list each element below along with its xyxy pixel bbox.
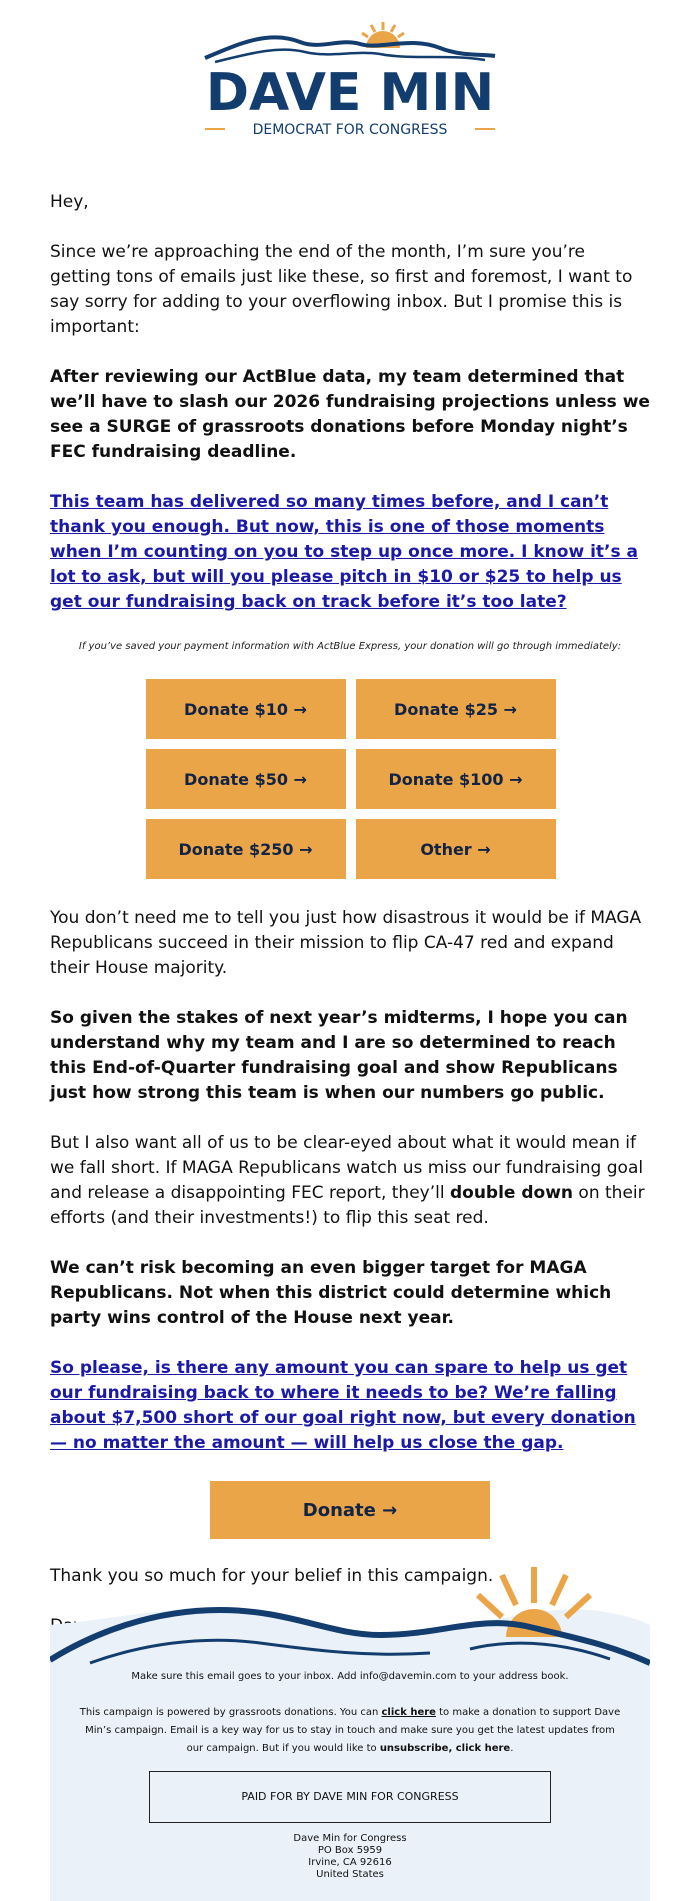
thanks-text: Thank you so much for your belief in this campaign.	[50, 1566, 494, 1586]
powered-by-text-b: to make a donation to support Dave Min’s campaign. Email is a key way for us to stay in touch and make sure you get the latest updates from our campaign. But if you would like to	[85, 1707, 621, 1754]
powered-by-text-a: This campaign is powered by grassroots donations. You can	[79, 1707, 382, 1718]
powered-by-text	[78, 1704, 623, 1758]
paragraph-stakes: So given the stakes of next year’s midterms, I hope you can understand why my team and I are so determined to reach this End-of-Quarter fundraising goal and show Republicans just how strong this team is when our numbers go public.	[50, 1008, 628, 1103]
actblue-express-note: If you’ve saved your payment information with ActBlue Express, your donation will go through immediately:	[78, 641, 622, 652]
click-here-link[interactable]: click here	[381, 1707, 436, 1718]
logo-name: DAVE MIN	[205, 63, 495, 123]
donate-gap-link[interactable]: So please, is there any amount you can spare to help us get our fundraising back to where it needs to be? We’re falling about $7,500 short of our goal right now, but every donation — no matter the amount — will help us close the gap.	[50, 1358, 636, 1453]
dave-min-logo	[0, 18, 700, 143]
paragraph-actblue-data: After reviewing our ActBlue data, my team determined that we’ll have to slash our 2026 fundraising projections unless we see a SURGE of grassroots donations before Monday night’s FEC fundraising deadline.	[50, 367, 650, 462]
paragraph-clear-eyed	[50, 1131, 650, 1231]
logo-tagline: DEMOCRAT FOR CONGRESS	[252, 122, 448, 138]
clear-eyed-text-b: on their efforts (and their investments!) to flip this seat red.	[50, 1183, 645, 1228]
address-line: Irvine, CA 92616	[308, 1857, 392, 1868]
donate-25-button[interactable]: Donate $25 →	[356, 679, 556, 739]
address-line: Dave Min for Congress	[293, 1833, 407, 1844]
donate-other-button[interactable]: Other →	[356, 819, 556, 879]
greeting: Hey,	[50, 192, 89, 212]
paragraph-bigger-target: We can’t risk becoming an even bigger target for MAGA Republicans. Not when this district could determine which party wins control of the House next year.	[50, 1258, 612, 1328]
email-footer	[50, 1565, 650, 1901]
donate-250-button[interactable]: Donate $250 →	[146, 819, 346, 879]
mailing-address	[50, 1833, 650, 1881]
inbox-note: Make sure this email goes to your inbox. Add info@davemin.com to your address book.	[131, 1671, 569, 1682]
footer-text	[50, 1668, 650, 1881]
paragraph-disastrous: You don’t need me to tell you just how disastrous it would be if MAGA Republicans succeed in their mission to flip CA-47 red and expand their House majority.	[50, 908, 642, 978]
double-down-text: double down	[449, 1183, 574, 1203]
address-line: PO Box 5959	[317, 1845, 383, 1856]
main-donate-button[interactable]: Donate →	[210, 1481, 490, 1539]
donate-10-button[interactable]: Donate $10 →	[146, 679, 346, 739]
donate-ask-link[interactable]: This team has delivered so many times before, and I can’t thank you enough. But now, this is one of those moments when I’m counting on you to step up once more. I know it’s a lot to ask, but will you please pitch in $10 or $25 to help us get our fundraising back on track before it’s too late?	[50, 492, 639, 612]
paid-for-box: PAID FOR BY DAVE MIN FOR CONGRESS	[149, 1771, 551, 1823]
address-line: United States	[316, 1869, 384, 1880]
powered-by-text-end: .	[510, 1743, 514, 1754]
donate-50-button[interactable]: Donate $50 →	[146, 749, 346, 809]
donate-button-grid	[146, 679, 555, 879]
donate-100-button[interactable]: Donate $100 →	[356, 749, 556, 809]
paragraph-intro: Since we’re approaching the end of the month, I’m sure you’re getting tons of emails just like these, so first and foremost, I want to say sorry for adding to your overflowing inbox. But I promise this is important:	[50, 242, 633, 337]
email-body	[50, 190, 650, 1664]
clear-eyed-text-a: But I also want all of us to be clear-eyed about what it would mean if we fall short. If MAGA Republicans watch us miss our fundraising goal and release a disappointing FEC report, they’ll	[50, 1133, 644, 1203]
unsubscribe-link[interactable]: unsubscribe, click here	[379, 1743, 511, 1754]
